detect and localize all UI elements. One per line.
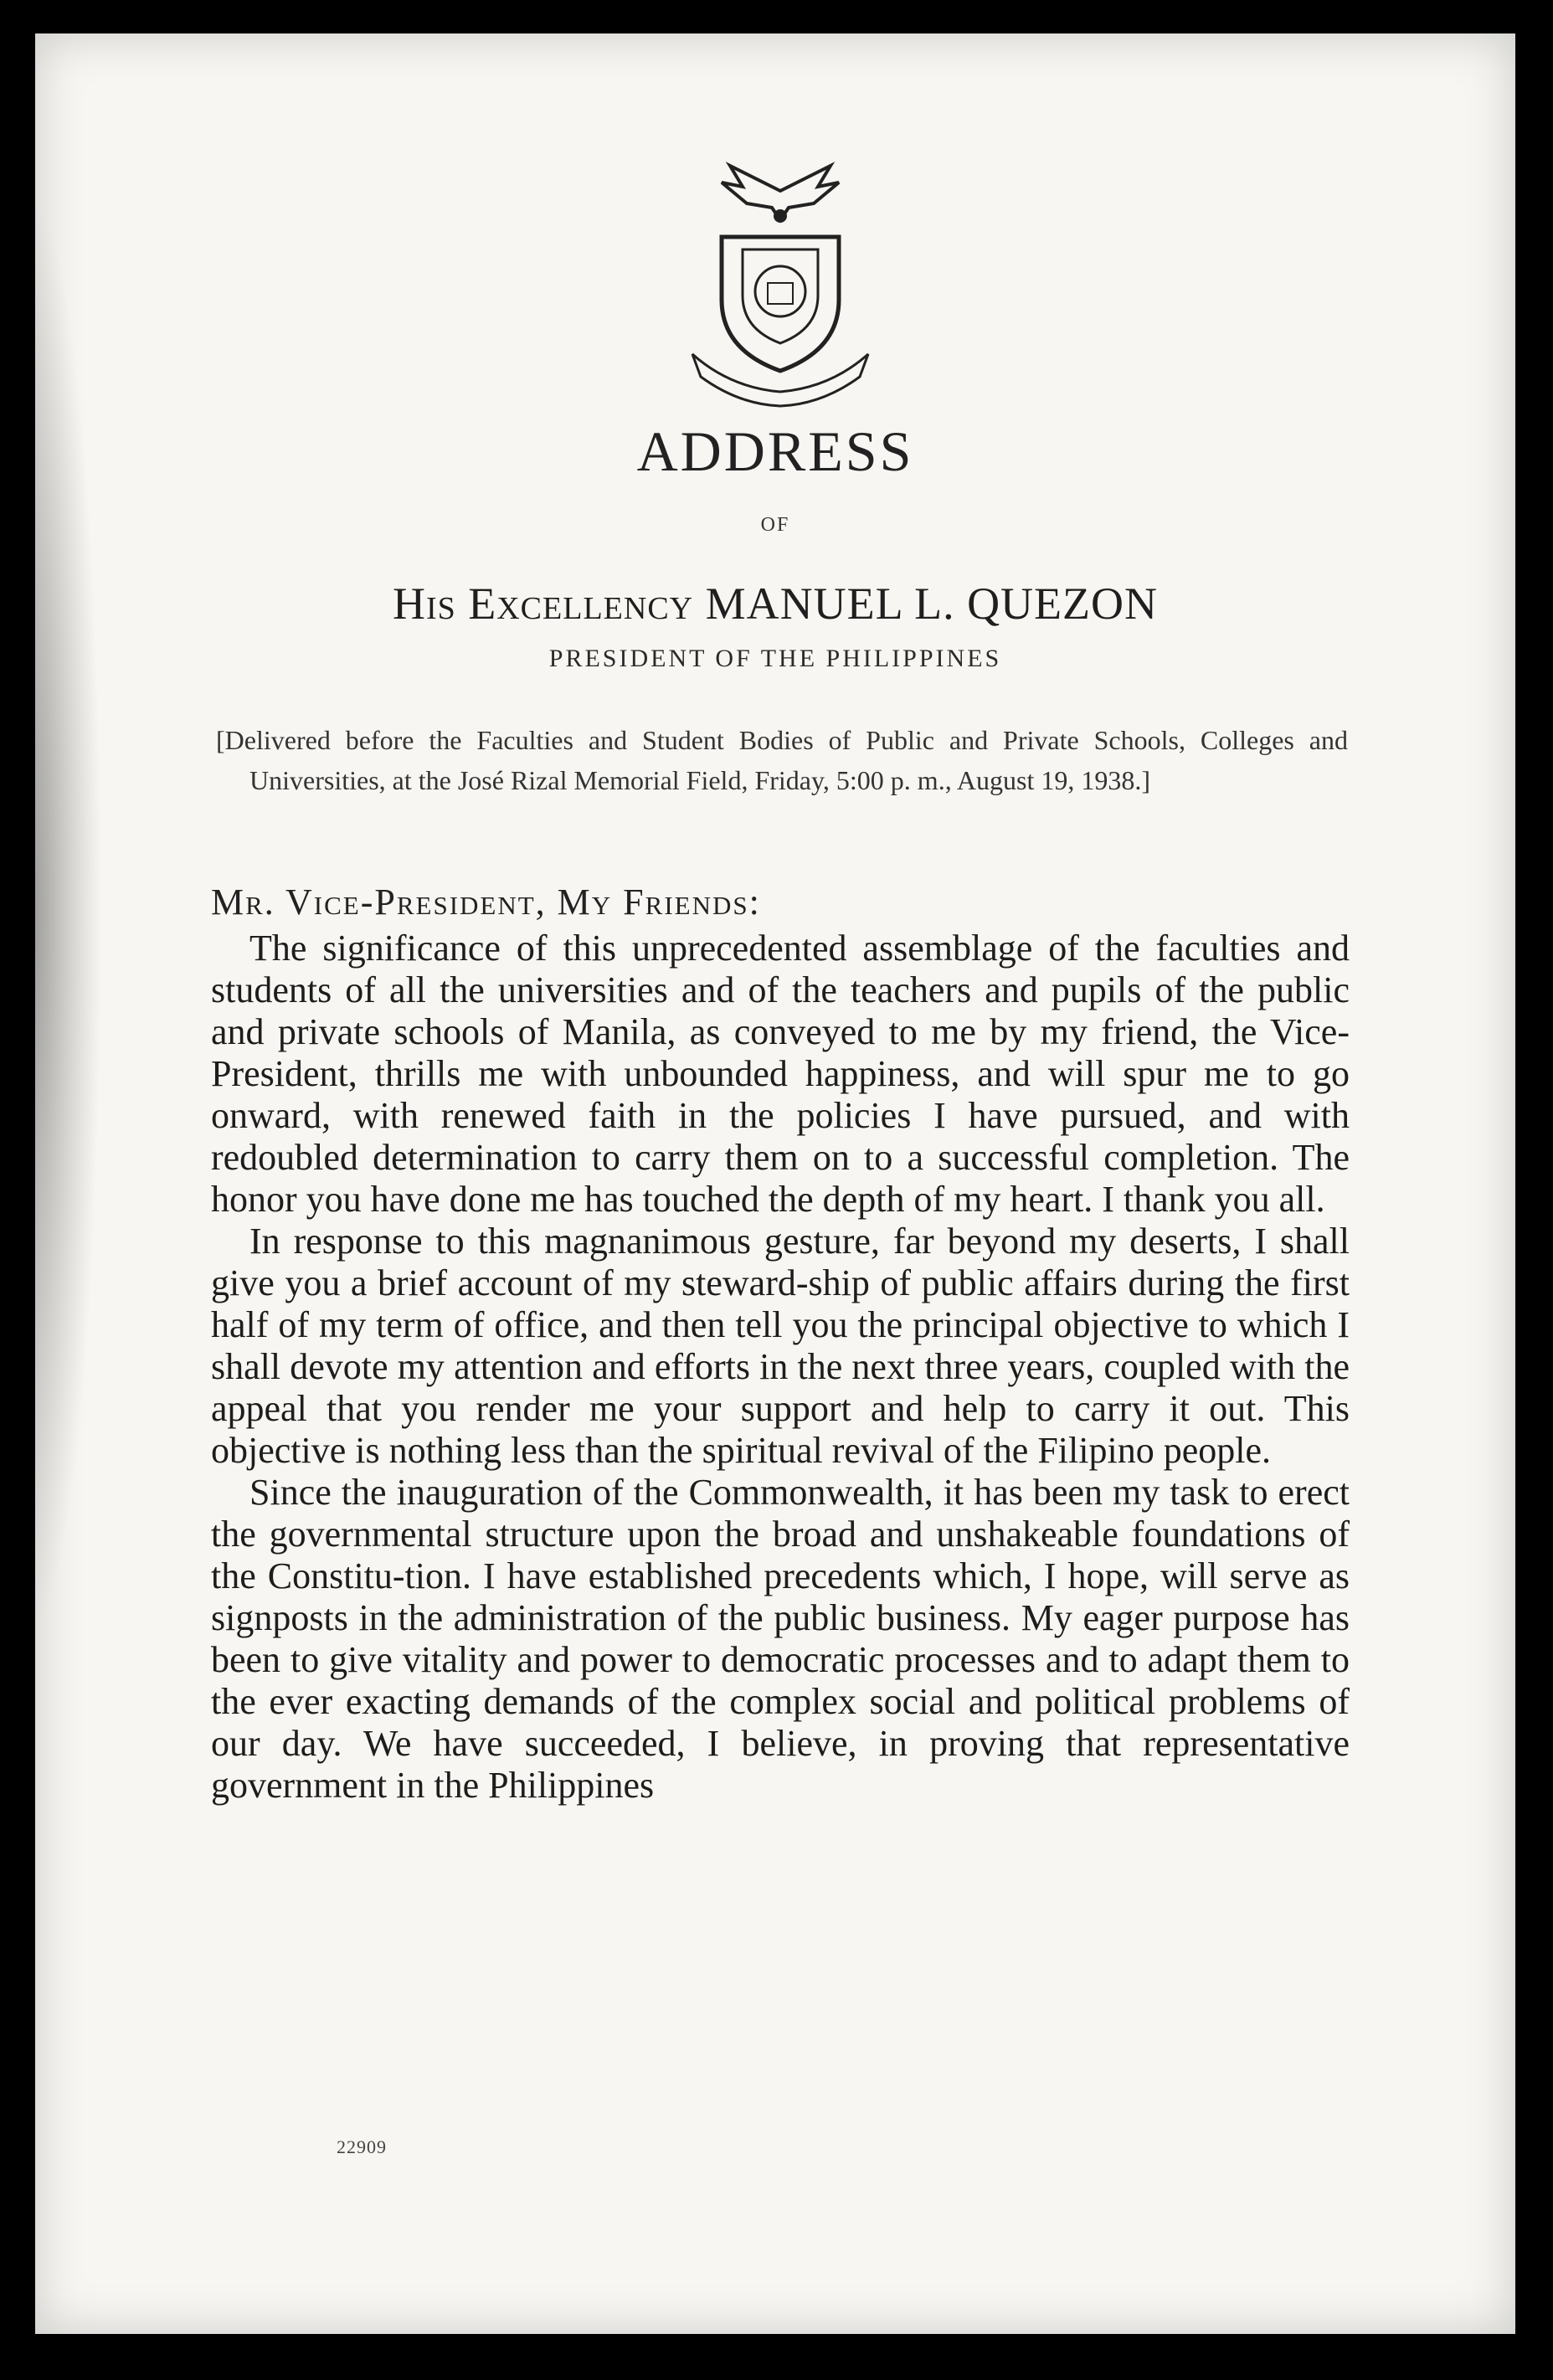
body-paragraph: In response to this magnanimous gesture, far beyond my deserts, I shall give you a brief account of my steward-ship of public affairs during the first half of my term of office, and then tell you the principal objective to which I shall devote my attention and efforts in the next three years, coupled with the appeal that you render me your support and help to carry it out. This objective is nothing less than the spiritual revival of the Filipino people. xyxy=(211,1221,1350,1471)
delivery-note: [Delivered before the Faculties and Student Bodies of Public and Private Schools, Colleges and Universities, at the José Rizal Memorial Field, Friday, 5:00 p. m., August 19, 1938.] xyxy=(216,725,1348,795)
document-page xyxy=(35,33,1515,2334)
coat-of-arms-seal-icon xyxy=(680,157,881,409)
speaker-name: His Excellency MANUEL L. QUEZON xyxy=(392,578,1159,629)
page-smudge xyxy=(35,201,102,1624)
salutation: Mr. Vice-President, My Friends: xyxy=(211,882,761,923)
address-body xyxy=(211,928,1350,1807)
title-connector: OF xyxy=(760,514,790,536)
body-paragraph: The significance of this unprecedented assemblage of the faculties and students of all the universities and of the teachers and pupils of the public and private schools of Manila, as conveyed to me by my friend, the Vice-President, thrills me with unbounded happiness, and will spur me to go onward, with renewed faith in the policies I have pursued, and with redoubled determination to carry them on to a successful completion. The honor you have done me has touched the depth of my heart. I thank you all. xyxy=(211,928,1350,1220)
speaker-role: PRESIDENT OF THE PHILIPPINES xyxy=(548,645,1002,672)
page-code: 22909 xyxy=(337,2136,387,2157)
body-paragraph: Since the inauguration of the Commonwealth, it has been my task to erect the governmental structure upon the broad and unshakeable foundations of the Constitu-tion. I have established precedents which, I hope, will serve as signposts in the administration of the public business. My eager purpose has been to give vitality and power to democratic processes and to adapt them to the ever exacting demands of the complex social and political problems of our day. We have succeeded, I believe, in proving that representative government in the Philippines xyxy=(211,1472,1350,1806)
document-title: ADDRESS xyxy=(636,419,914,483)
